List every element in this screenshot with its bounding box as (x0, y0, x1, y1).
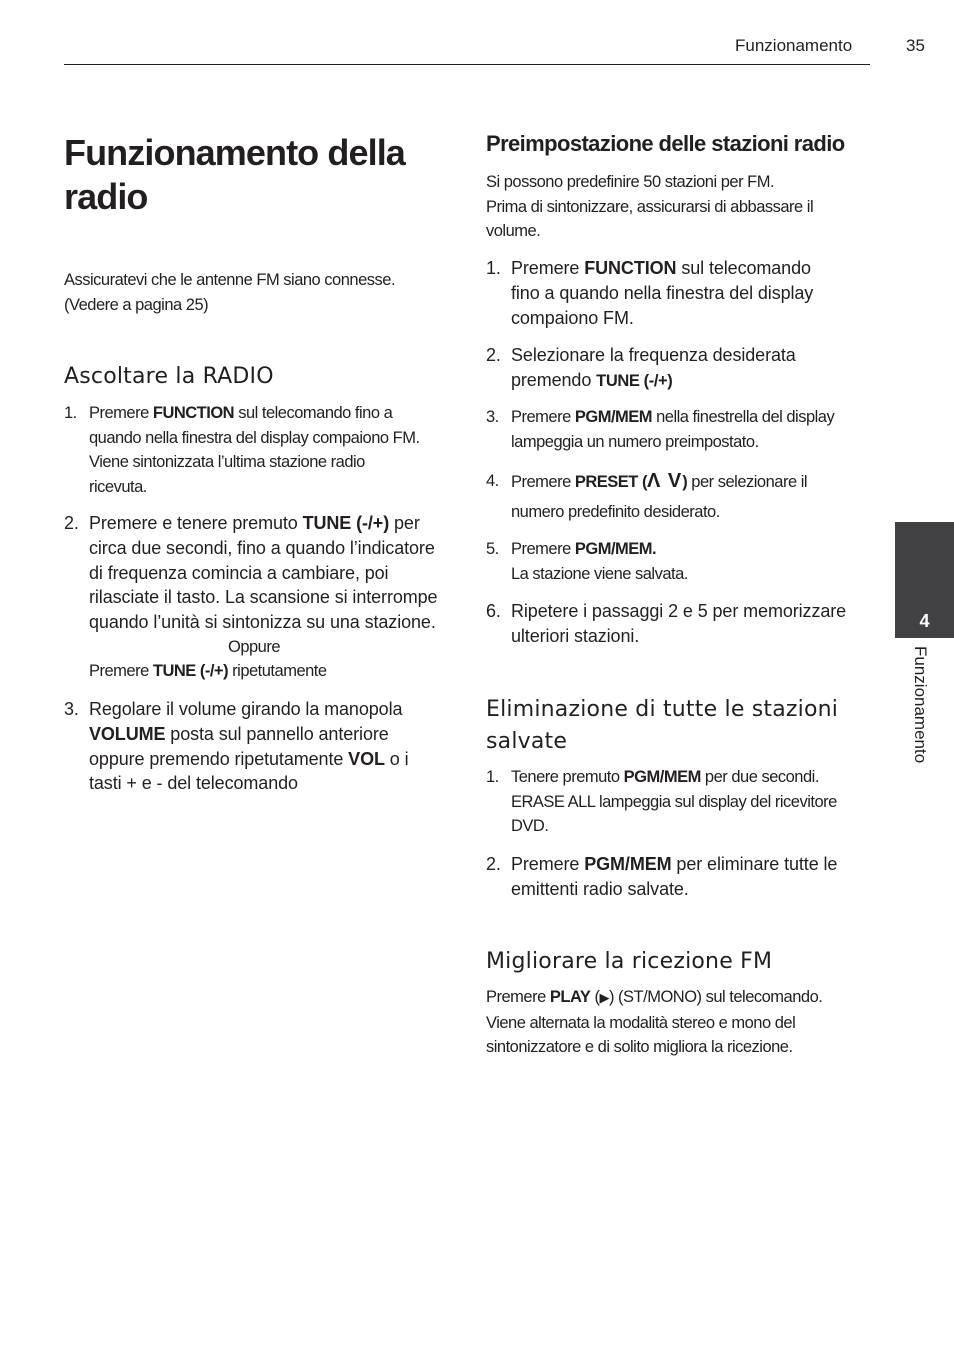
text-line: Si possono predefinire 50 stazioni per FM. (486, 173, 775, 191)
text: o i (384, 748, 409, 769)
text-line: ulteriori stazioni. (511, 625, 640, 646)
text: ) (ST/MONO) sul telecomando. (608, 988, 823, 1006)
intro-paragraph (64, 268, 395, 317)
text-line: tasti + e - del telecomando (89, 773, 298, 794)
text-line: compaiono FM. (511, 307, 634, 328)
step-number: 1. (64, 404, 77, 422)
step-number: 4. (486, 472, 499, 490)
key-label: PGM/MEM. (574, 540, 657, 558)
text: per (389, 513, 420, 533)
key-label: ) (682, 473, 688, 491)
step-text (511, 256, 813, 330)
text-line: Regolare il volume girando la manopola (89, 699, 403, 719)
key-label: VOL (348, 748, 385, 769)
text: per selezionare il (687, 473, 808, 491)
text-line: sintonizzatore e di solito migliora la ricezione. (486, 1038, 793, 1057)
chapter-number: 4 (919, 611, 930, 631)
header-rule (64, 64, 870, 65)
text: Premere (89, 404, 153, 422)
preset-intro (486, 170, 813, 244)
text-line: Selezionare la frequenza desiderata (511, 345, 796, 365)
key-label: TUNE (-/+) (152, 662, 229, 680)
step-number: 1. (486, 258, 501, 278)
text: nella finestrella del display (652, 408, 835, 426)
key-label: PLAY (549, 988, 591, 1006)
intro-line: Assicuratevi che le antenne FM siano connesse. (64, 271, 396, 289)
intro-line: (Vedere a pagina 25) (64, 295, 209, 314)
text: Premere e tenere premuto (89, 513, 303, 533)
section-heading-listen: Ascoltare la RADIO (64, 364, 274, 389)
chapter-tab (895, 522, 954, 638)
step-number: 2. (486, 345, 501, 365)
text-line: Prima di sintonizzare, assicurarsi di abbassare il (486, 197, 814, 216)
step-text (511, 469, 807, 524)
text-line: quando nella finestra del display compaiono FM. (89, 428, 420, 447)
step-text (511, 765, 837, 839)
text-line: fino a quando nella finestra del display (511, 282, 814, 303)
text: Premere (511, 854, 585, 874)
text: Premere (89, 662, 153, 680)
text-line: DVD. (511, 817, 549, 836)
step-number: 6. (486, 601, 501, 621)
key-label: PGM/MEM (584, 854, 672, 874)
text-line: lampeggia un numero preimpostato. (511, 432, 759, 451)
step-text (89, 697, 409, 796)
text: ( (590, 988, 600, 1006)
text: premendo (511, 369, 597, 390)
step-number: 2. (486, 854, 501, 874)
key-label: TUNE (-/+) (302, 513, 390, 533)
heading-line: Eliminazione di tutte le stazioni (486, 697, 839, 722)
text: per eliminare tutte le (671, 854, 838, 874)
text-line: La stazione viene salvata. (511, 564, 688, 583)
step-text (89, 511, 437, 635)
text: per due secondi. (700, 768, 819, 786)
running-header-section: Funzionamento (735, 36, 853, 55)
step-number: 3. (486, 408, 499, 426)
text-line: numero predefinito desiderato. (511, 502, 720, 521)
page-number: 35 (906, 36, 925, 55)
text: sul telecomando (676, 258, 811, 278)
text: Premere (511, 258, 585, 278)
step-text (511, 852, 837, 902)
heading-line: salvate (486, 729, 568, 754)
step-number: 2. (64, 513, 79, 533)
section-heading-preset: Preimpostazione delle stazioni radio (486, 131, 845, 156)
alternative-line (89, 659, 327, 684)
step-text (89, 401, 420, 499)
key-label: PRESET ( (574, 473, 647, 491)
page-title (64, 131, 405, 219)
key-label: TUNE (-/+) (596, 371, 673, 390)
page-title-line: Funzionamento della (64, 132, 405, 173)
text-line: volume. (486, 222, 541, 241)
text-line: Viene sintonizzata l’ultima stazione radio (89, 453, 365, 472)
text: posta sul pannello anteriore (165, 723, 389, 744)
step-text (511, 405, 834, 454)
text-line: quando l’unità si sintonizza su una stazione. (89, 612, 436, 633)
page-title-line: radio (64, 176, 148, 217)
step-text (511, 343, 796, 394)
section-heading-fm: Migliorare la ricezione FM (486, 949, 773, 974)
step-text (511, 599, 846, 649)
or-label: Oppure (228, 638, 281, 656)
step-text (511, 537, 688, 586)
text-line: ricevuta. (89, 477, 147, 496)
key-label: FUNCTION (152, 404, 235, 422)
text-line: Viene alternata la modalità stereo e mono del (486, 1013, 796, 1032)
text: Premere (486, 988, 550, 1006)
fm-paragraph (486, 985, 822, 1060)
chapter-tab-label: Funzionamento (911, 646, 930, 764)
step-number: 3. (64, 699, 79, 719)
key-label: VOLUME (89, 723, 166, 744)
text-line: ERASE ALL lampeggia sul display del ricevitore (511, 792, 837, 811)
step-number: 5. (486, 540, 499, 558)
text: Tenere premuto (511, 768, 624, 786)
text: Premere (511, 540, 575, 558)
up-down-arrows-icon: Λ V (646, 470, 683, 492)
text-line: Ripetere i passaggi 2 e 5 per memorizzare (511, 601, 847, 621)
play-icon: ▶ (599, 990, 609, 1005)
text: oppure premendo ripetutamente (89, 748, 349, 769)
section-heading-erase (486, 694, 838, 758)
text: Premere (511, 473, 575, 491)
text-line: circa due secondi, fino a quando l’indicatore (89, 537, 435, 558)
key-label: FUNCTION (584, 258, 677, 278)
text: Premere (511, 408, 575, 426)
key-label: PGM/MEM (623, 768, 701, 786)
text-line: rilasciate il tasto. La scansione si interrompe (89, 587, 438, 608)
text-line: di frequenza comincia a cambiare, poi (89, 562, 389, 583)
text-line: emittenti radio salvate. (511, 878, 689, 899)
text: ripetutamente (228, 662, 327, 680)
text: sul telecomando fino a (234, 404, 393, 422)
step-number: 1. (486, 768, 499, 786)
key-label: PGM/MEM (574, 408, 653, 426)
